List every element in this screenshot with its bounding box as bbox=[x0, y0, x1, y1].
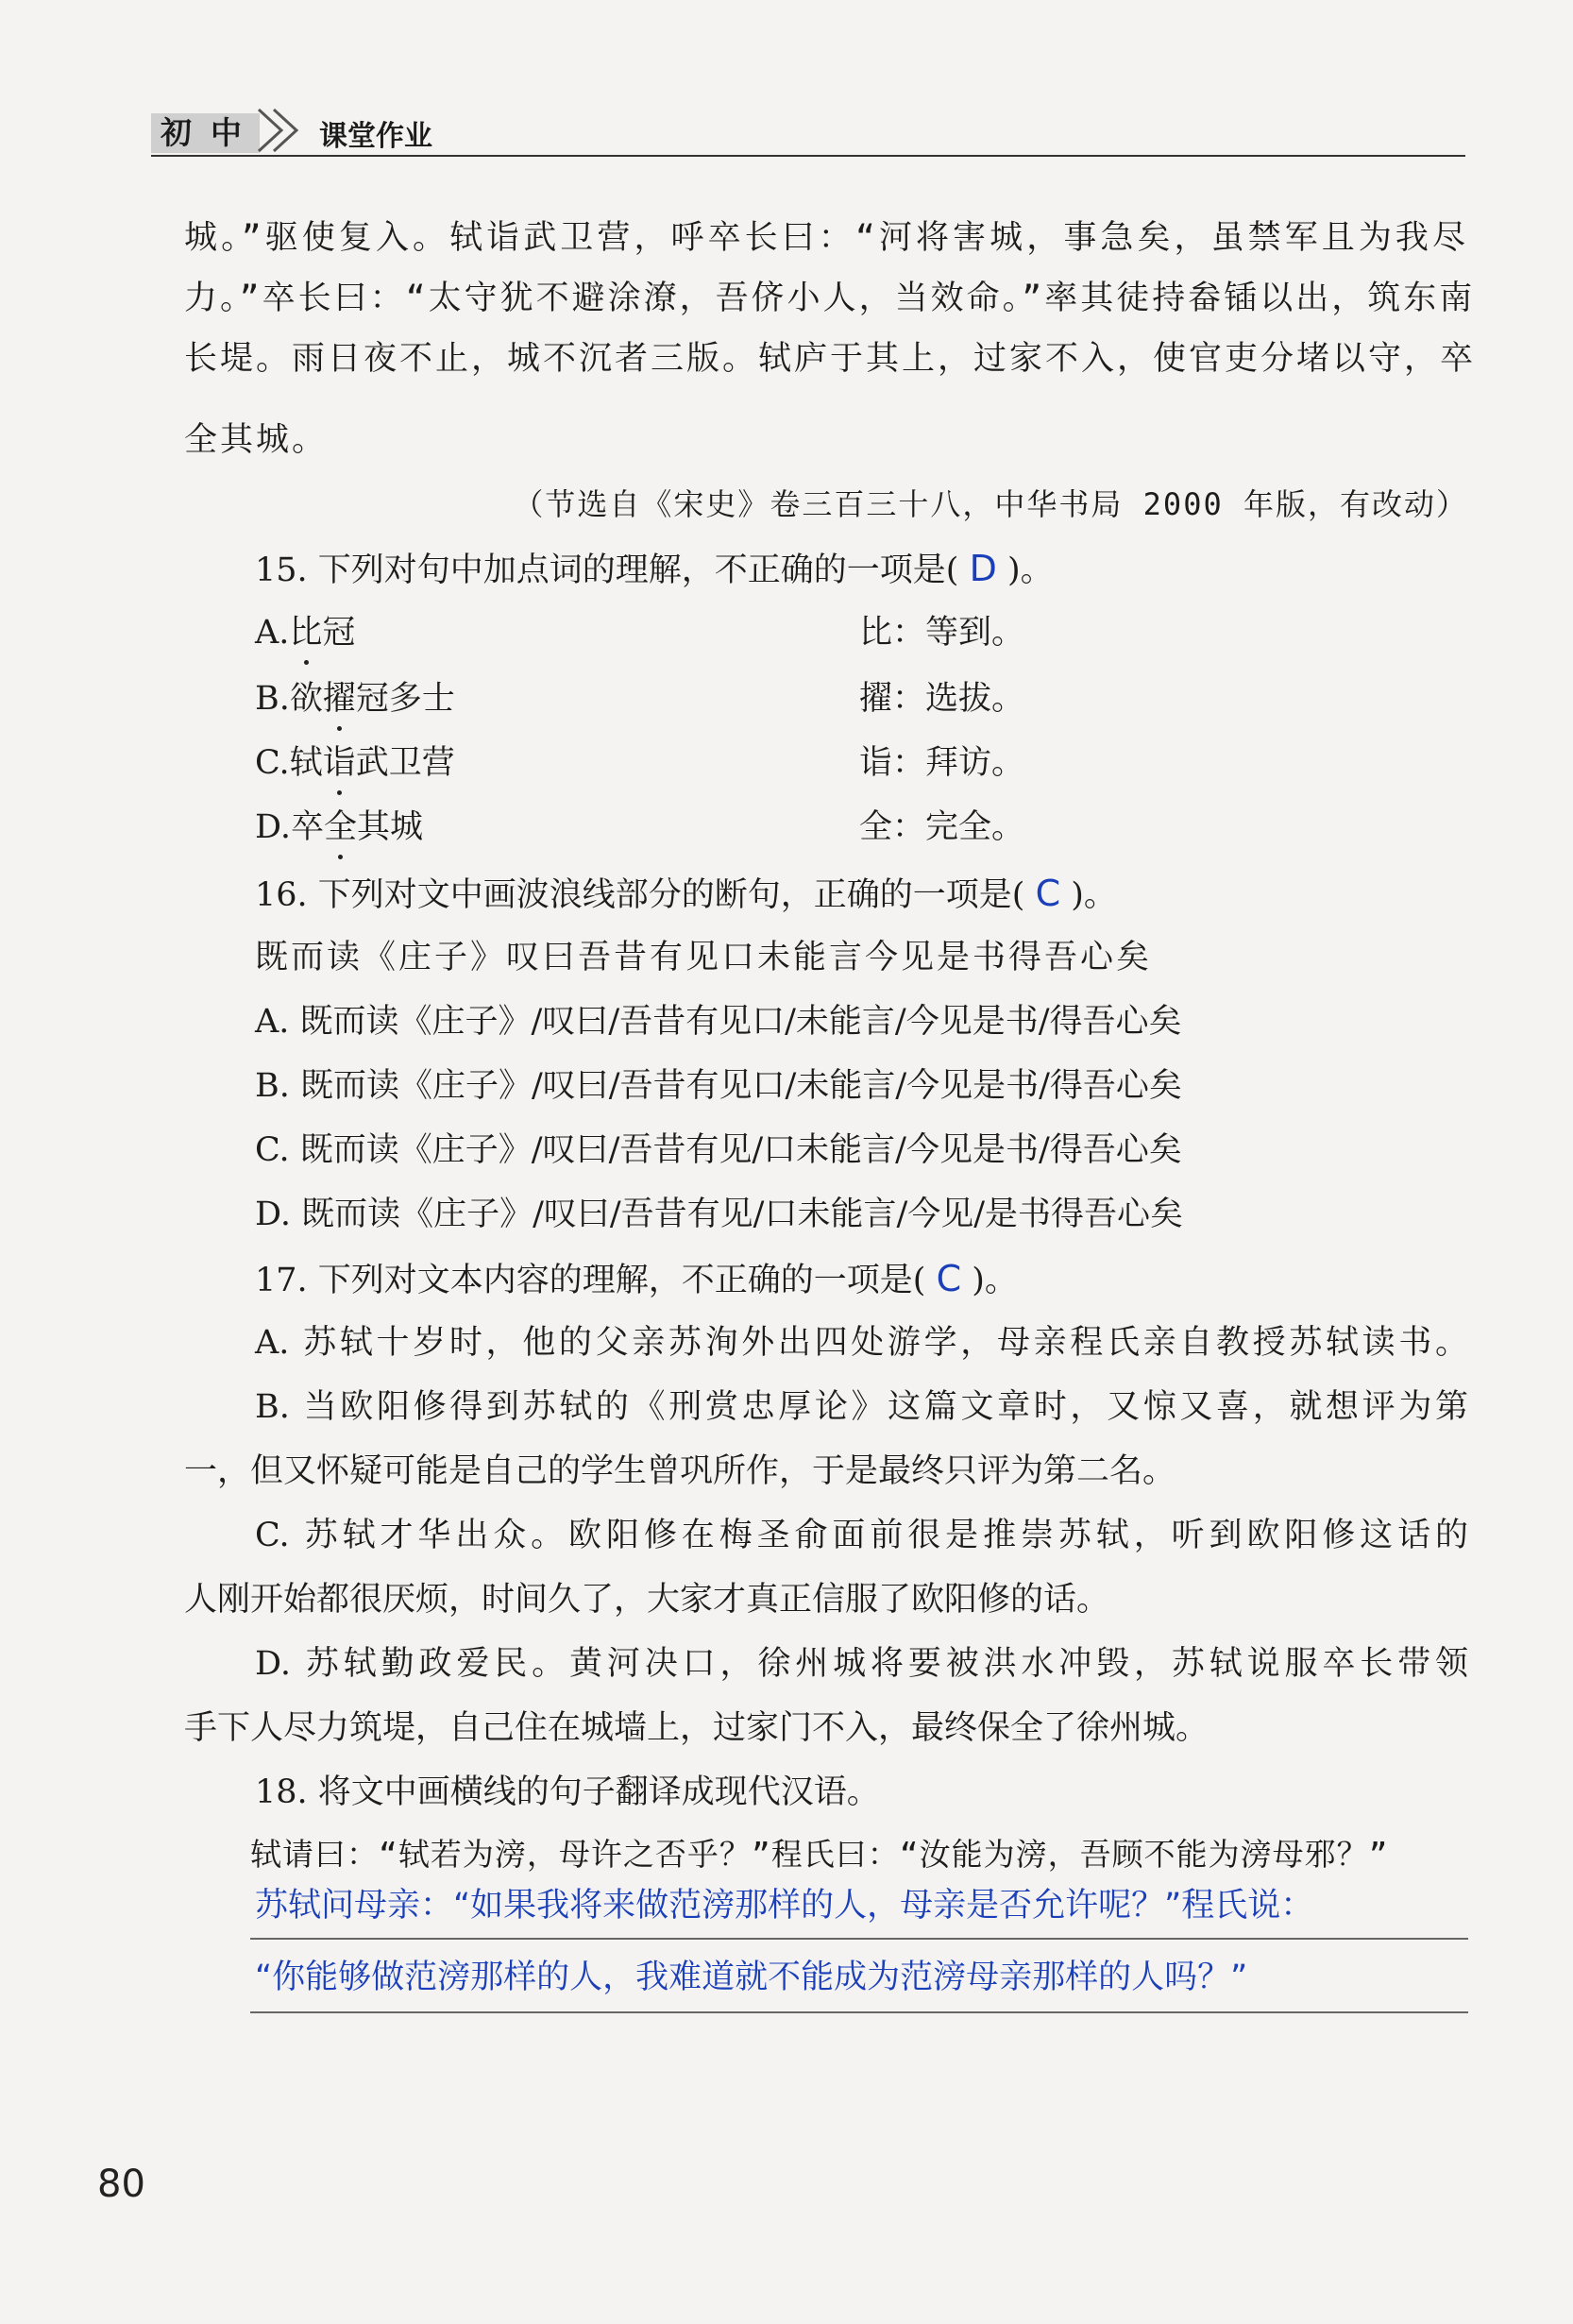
source-sentence: 既而读《庄子》叹曰吾昔有见口未能言今见是书得吾心矣 bbox=[255, 939, 1153, 976]
source-sentence: 轼请曰：“轼若为滂，母许之否乎？”程氏曰：“汝能为滂，吾顾不能为滂母邪？” bbox=[250, 1836, 1389, 1873]
citation: （节选自《宋史》卷三百三十八，中华书局 2000 年版，有改动） bbox=[513, 486, 1468, 522]
chevron-double-icon bbox=[253, 106, 310, 155]
emphasis-dot-word: 诣 bbox=[322, 744, 356, 782]
header-section: 课堂作业 bbox=[319, 120, 432, 153]
option-d-continued: 手下人尽力筑堤，自己住在城墙上，过家门不入，最终保全了徐州城。 bbox=[184, 1709, 1209, 1747]
question-17 bbox=[255, 1252, 1539, 1307]
question-stem: 16. 下列对文中画波浪线部分的断句，正确的一项是( bbox=[255, 876, 1025, 914]
passage-line: 长堤。雨日夜不止，城不沉者三版。轼庐于其上，过家不入，使官吏分堵以守，卒 bbox=[184, 340, 1477, 378]
option-c-continued: 人刚开始都很厌烦，时间久了，大家才真正信服了欧阳修的话。 bbox=[184, 1581, 1110, 1619]
question-close: )。 bbox=[1071, 876, 1117, 914]
emphasis-dot-word: 全 bbox=[323, 808, 357, 846]
page-number: 80 bbox=[97, 2163, 145, 2206]
option-b: B. 当欧阳修得到苏轼的《刑赏忠厚论》这篇文章时，又惊又喜，就想评为第 bbox=[255, 1388, 1468, 1426]
question-close: )。 bbox=[1007, 551, 1054, 589]
option-b: B. 既而读《庄子》/叹曰/吾昔有见口/未能言/今见是书/得吾心矣 bbox=[255, 1067, 1182, 1105]
option-d: D.卒全其城 bbox=[255, 808, 423, 846]
option-a: A. 苏轼十岁时，他的父亲苏洵外出四处游学，母亲程氏亲自教授苏轼读书。 bbox=[255, 1324, 1468, 1362]
answer-mark: C bbox=[936, 1258, 962, 1299]
passage-line: 力。”卒长曰：“太守犹不避涂潦，吾侪小人，当效命。”率其徒持畚锸以出，筑东南 bbox=[184, 280, 1476, 317]
question-stem: 17. 下列对文本内容的理解，不正确的一项是( bbox=[255, 1262, 926, 1299]
option-d: D. 既而读《庄子》/叹曰/吾昔有见/口未能言/今见/是书得吾心矣 bbox=[255, 1196, 1184, 1233]
emphasis-dot-word: 擢 bbox=[322, 680, 356, 718]
option-b-continued: 一，但又怀疑可能是自己的学生曾巩所作，于是最终只评为第二名。 bbox=[184, 1452, 1176, 1490]
answer-line bbox=[250, 2011, 1468, 2013]
option-gloss: 擢：选拔。 bbox=[859, 680, 1025, 718]
question-18: 18. 将文中画横线的句子翻译成现代汉语。 bbox=[255, 1773, 880, 1811]
answer-mark: D bbox=[969, 548, 997, 589]
page-header bbox=[151, 106, 1465, 157]
option-a: A.比冠 bbox=[255, 614, 356, 652]
handwritten-answer: “你能够做范滂那样的人，我难道就不能成为范滂母亲那样的人吗？” bbox=[255, 1959, 1248, 1996]
handwritten-answer: 苏轼问母亲：“如果我将来做范滂那样的人，母亲是否允许呢？”程氏说： bbox=[255, 1887, 1314, 1925]
question-stem: 15. 下列对句中加点词的理解，不正确的一项是( bbox=[255, 551, 959, 589]
option-c: C. 既而读《庄子》/叹曰/吾昔有见/口未能言/今见是书/得吾心矣 bbox=[255, 1131, 1182, 1169]
passage-line: 全其城。 bbox=[184, 421, 329, 459]
question-16 bbox=[255, 867, 1539, 922]
answer-mark: C bbox=[1035, 873, 1061, 914]
emphasis-dot-word: 比 bbox=[289, 614, 323, 652]
passage-line: 城。”驱使复入。轼诣武卫营，呼卒长曰：“河将害城，事急矣，虽禁军且为我尽 bbox=[184, 219, 1468, 257]
option-c: C. 苏轼才华出众。欧阳修在梅圣俞面前很是推崇苏轼，听到欧阳修这话的 bbox=[255, 1517, 1468, 1554]
option-c: C.轼诣武卫营 bbox=[255, 744, 455, 782]
option-b: B.欲擢冠多士 bbox=[255, 680, 455, 718]
option-gloss: 诣：拜访。 bbox=[859, 744, 1025, 782]
option-a: A. 既而读《庄子》/叹曰/吾昔有见口/未能言/今见是书/得吾心矣 bbox=[255, 1003, 1182, 1041]
option-gloss: 全：完全。 bbox=[859, 808, 1025, 846]
header-grade: 初中 bbox=[161, 114, 261, 151]
question-15 bbox=[255, 542, 1539, 597]
option-d: D. 苏轼勤政爱民。黄河决口，徐州城将要被洪水冲毁，苏轼说服卒长带领 bbox=[255, 1645, 1468, 1683]
option-gloss: 比：等到。 bbox=[859, 614, 1025, 652]
header-rule bbox=[151, 155, 1465, 157]
question-close: )。 bbox=[972, 1262, 1018, 1299]
answer-line bbox=[250, 1938, 1468, 1940]
